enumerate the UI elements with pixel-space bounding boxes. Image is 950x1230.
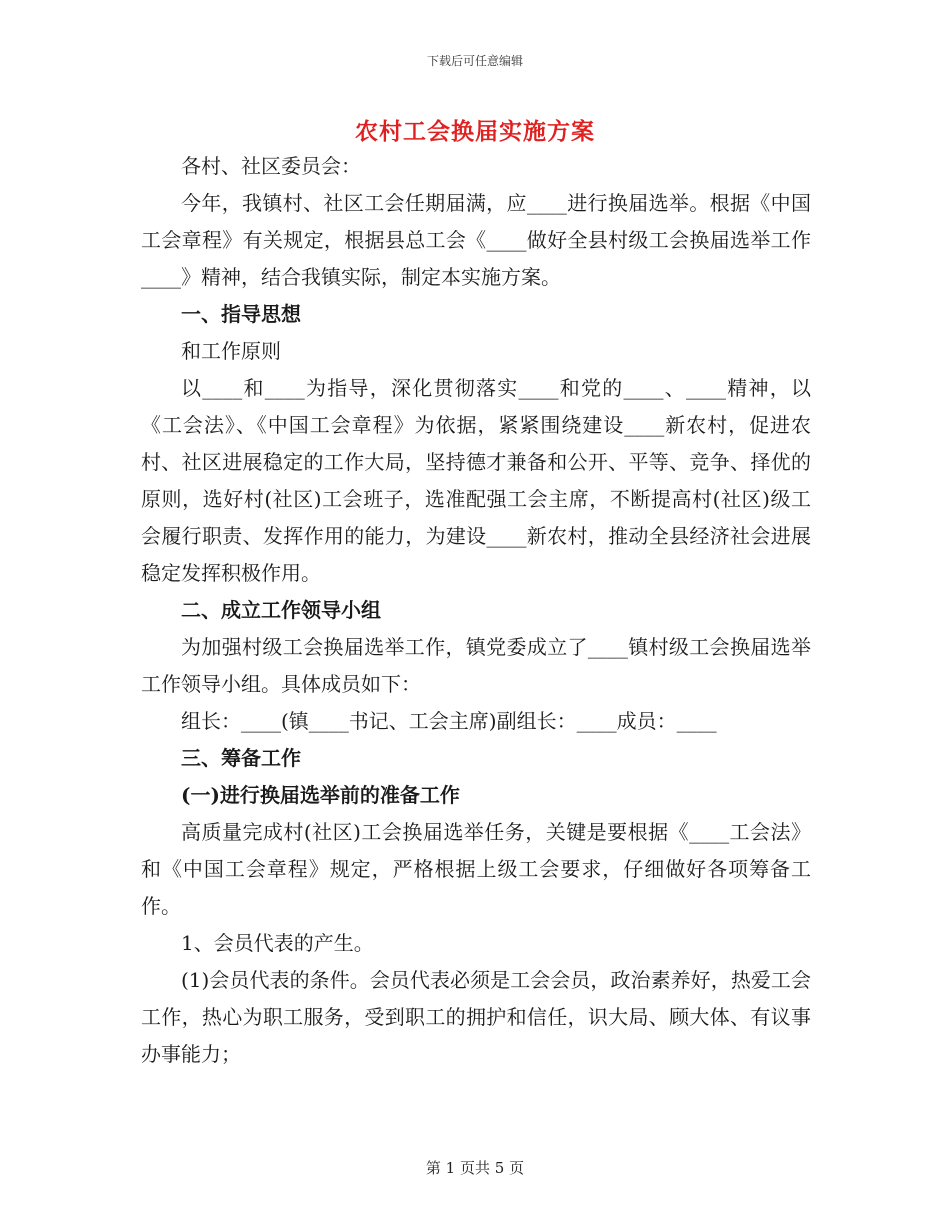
document-body (141, 148, 811, 1073)
section-2-heading: 二、成立工作领导小组 (181, 598, 381, 622)
section-1-heading: 一、指导思想 (181, 302, 301, 326)
page-footer: 第 1 页共 5 页 (425, 1159, 525, 1177)
intro-paragraph: 今年，我镇村、社区工会任期届满，应____进行换届选举。根据《中国工会章程》有关规定，根据县总工会《____做好全县村级工会换届选举工作____》精神，结合我镇实际，制定本实施方案。 (141, 191, 811, 289)
section-3-paragraph: 高质量完成村(社区)工会换届选举任务，关键是要根据《____工会法》和《中国工会章程》规定，严格根据上级工会要求，仔细做好各项筹备工作。 (141, 820, 811, 918)
section-2-members: 组长：____(镇____书记、工会主席)副组长：____成员：____ (181, 709, 717, 733)
document-title: 农村工会换届实施方案 (355, 118, 595, 145)
section-1-subheading: 和工作原则 (181, 339, 281, 363)
section-3-subheading: (一)进行换届选举前的准备工作 (181, 783, 460, 807)
page-header-note: 下载后可任意编辑 (426, 54, 523, 68)
item-1-1: (1)会员代表的条件。会员代表必须是工会会员，政治素养好，热爱工会工作，热心为职工服务，受到职工的拥护和信任，识大局、顾大体、有议事办事能力； (141, 968, 811, 1066)
salutation: 各村、社区委员会： (181, 154, 361, 178)
section-1-paragraph: 以____和____为指导，深化贯彻落实____和党的____、____精神，以《工会法》、《中国工会章程》为依据，紧紧围绕建设____新农村，促进农村、社区进展稳定的工作大局，坚持德才兼备和公开、平等、竞争、择优的原则，选好村(社区)工会班子，选准配强工会主席，不断提高村(社区)级工会履行职责、发挥作用的能力，为建设____新农村，推动全县经济社会进展稳定发挥积极作用。 (141, 376, 811, 585)
item-1: 1、会员代表的产生。 (181, 931, 374, 955)
section-3-heading: 三、筹备工作 (181, 746, 301, 770)
section-2-paragraph: 为加强村级工会换届选举工作，镇党委成立了____镇村级工会换届选举工作领导小组。具体成员如下： (141, 635, 811, 696)
